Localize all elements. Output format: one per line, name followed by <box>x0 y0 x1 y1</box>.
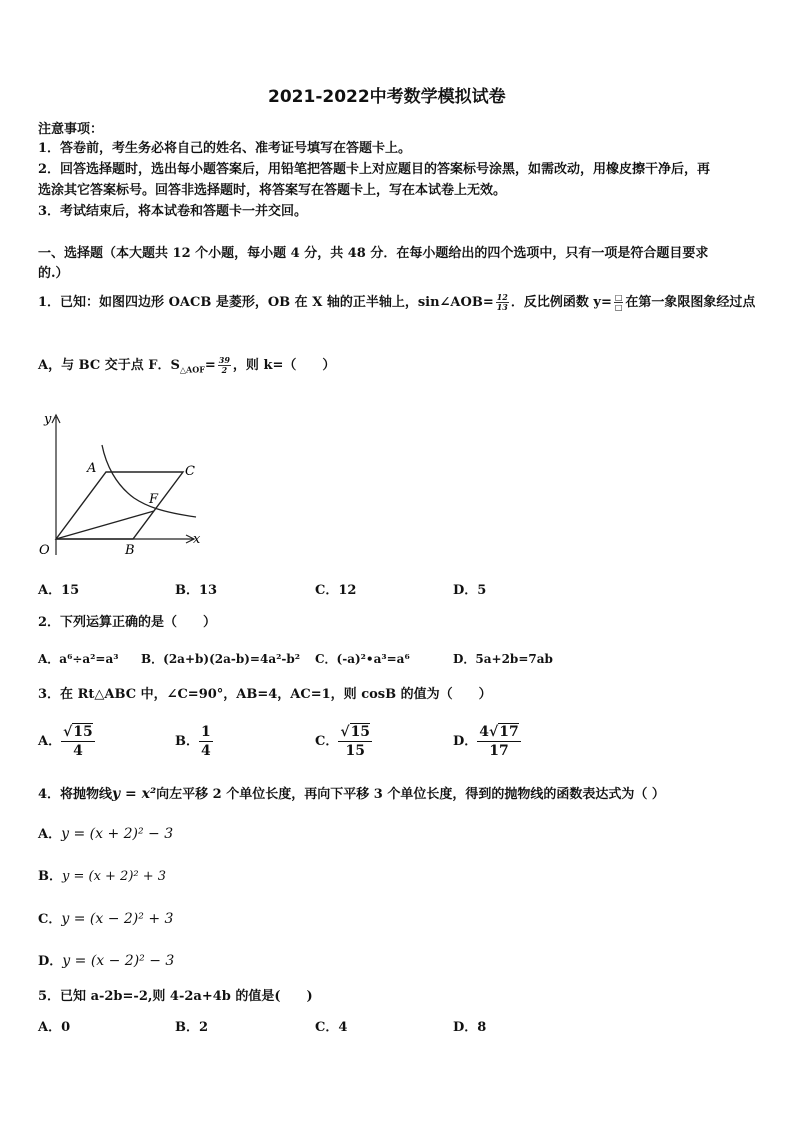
q1-text: A，与 BC 交于点 F．S <box>38 358 180 373</box>
frac-num: √15 <box>340 724 371 740</box>
option-expr: y = (x − 2)² − 3 <box>62 953 175 969</box>
q4-option-d[interactable] <box>38 953 174 970</box>
note-item: 2．回答选择题时，选出每小题答案后，用铅笔把答题卡上对应题目的答案标号涂黑，如需改动，用橡皮擦干净后，再 <box>38 162 711 177</box>
q1-text: ，则 k=（ ） <box>232 358 336 373</box>
frac-num: 12 <box>496 292 508 302</box>
notes-heading: 注意事项： <box>38 122 104 137</box>
option-label: D． <box>453 734 478 749</box>
option-expr: y = (x + 2)² + 3 <box>62 869 167 884</box>
q2-option-c[interactable]: C．(-a)²•a³=a⁶ <box>315 652 410 666</box>
option-label: B． <box>175 734 199 749</box>
label-x: x <box>193 532 201 547</box>
q4-text: 向左平移 2 个单位长度，再向下平移 3 个单位长度，得到的抛物线的函数表达式为（ ） <box>156 787 665 802</box>
q1-option-c[interactable]: C．12 <box>315 583 357 598</box>
q5-option-a[interactable]: A．0 <box>38 1020 71 1035</box>
q1-option-d[interactable]: D．5 <box>453 583 487 598</box>
label-f: F <box>149 492 159 507</box>
q5-option-d[interactable]: D．8 <box>453 1020 487 1035</box>
area-fraction <box>218 356 231 375</box>
radicand: 15 <box>350 724 371 740</box>
option-label: C． <box>38 912 62 927</box>
frac-den: 4 <box>73 743 83 759</box>
q1-text: 在第一象限图象经过点 <box>625 295 756 310</box>
q1-option-a[interactable]: A．15 <box>38 583 80 598</box>
radicand: 17 <box>499 724 519 740</box>
note-item: 1．答卷前，考生务必将自己的姓名、准考证号填写在答题卡上。 <box>38 141 412 156</box>
q1-text: ．反比例函数 y= <box>510 295 612 310</box>
coefficient: 4 <box>479 724 490 740</box>
q4-option-b[interactable] <box>38 869 166 885</box>
note-item: 3．考试结束后，将本试卷和答题卡一并交回。 <box>38 204 308 219</box>
fraction <box>199 723 213 760</box>
frac-den: 13 <box>496 302 508 312</box>
q3-option-a[interactable] <box>38 720 95 764</box>
rhombus-oacb <box>56 472 183 539</box>
question-3-stem: 3．在 Rt△ABC 中，∠C=90°，AB=4，AC=1，则 cosB 的值为（ ） <box>38 687 492 702</box>
page-title: 2021-2022中考数学模拟试卷 <box>268 87 506 107</box>
frac-den: 17 <box>489 743 509 759</box>
section-heading-cont: 的.） <box>38 266 69 281</box>
option-label: D． <box>38 954 63 969</box>
q2-option-d[interactable]: D．5a+2b=7ab <box>453 652 553 666</box>
q3-option-b[interactable] <box>175 720 213 764</box>
frac-num: √15 <box>63 724 93 740</box>
question-2-stem: 2．下列运算正确的是（ ） <box>38 615 217 630</box>
label-c: C <box>185 464 195 479</box>
frac-num-blank: □ <box>614 292 623 302</box>
segment-of <box>56 511 154 539</box>
q4-option-a[interactable] <box>38 826 173 843</box>
question-1-stem-cont <box>38 356 335 375</box>
label-o: O <box>39 543 50 558</box>
area-subscript: △AOF <box>179 364 205 375</box>
sqrt-fraction <box>477 723 520 760</box>
note-item: 选涂其它答案标号。回答非选择题时，将答案写在答题卡上，写在本试卷上无效。 <box>38 183 507 198</box>
q1-option-b[interactable]: B．13 <box>175 583 218 598</box>
q2-option-b[interactable]: B．(2a+b)(2a-b)=4a²-b² <box>141 652 300 666</box>
option-expr: y = (x + 2)² − 3 <box>61 826 174 842</box>
q4-text: 4．将抛物线 <box>38 787 113 802</box>
frac-den: 4 <box>201 743 211 759</box>
frac-num: 4√17 <box>479 724 519 740</box>
rhombus-figure <box>36 405 206 570</box>
frac-num: 39 <box>218 355 230 365</box>
frac-den-blank: □ <box>614 302 623 312</box>
radicand: 15 <box>73 724 93 740</box>
frac-num: 1 <box>201 724 211 740</box>
q5-option-b[interactable]: B．2 <box>175 1020 209 1035</box>
question-5-stem: 5．已知 a-2b=-2,则 4-2a+4b 的值是( ) <box>38 989 313 1004</box>
q3-option-d[interactable] <box>453 720 521 764</box>
equals: = <box>204 358 216 373</box>
k-fraction <box>614 293 624 312</box>
sqrt-fraction <box>338 723 372 760</box>
sqrt-fraction <box>61 723 95 760</box>
option-label: C． <box>315 734 339 749</box>
label-y: y <box>44 412 52 427</box>
q1-text: 1．已知：如图四边形 OACB 是菱形，OB 在 X 轴的正半轴上，sin∠AOB= <box>38 295 494 310</box>
option-label: A． <box>38 734 62 749</box>
frac-den: 2 <box>221 365 228 375</box>
option-label: A． <box>38 827 62 842</box>
q4-option-c[interactable] <box>38 911 173 928</box>
question-1-stem <box>38 293 755 312</box>
label-b: B <box>125 543 135 558</box>
q5-option-c[interactable]: C．4 <box>315 1020 348 1035</box>
parabola-expr: y = x² <box>112 786 157 802</box>
section-heading: 一、选择题（本大题共 12 个小题，每小题 4 分，共 48 分．在每小题给出的四个选项中，只有一项是符合题目要求 <box>38 246 709 261</box>
label-a: A <box>87 461 97 476</box>
question-4-stem <box>38 786 665 803</box>
q2-option-a[interactable]: A．a⁶÷a²=a³ <box>38 652 119 666</box>
option-expr: y = (x − 2)² + 3 <box>61 911 174 927</box>
frac-den: 15 <box>345 743 365 759</box>
option-label: B． <box>38 869 62 884</box>
sin-fraction <box>496 293 509 312</box>
q3-option-c[interactable] <box>315 720 372 764</box>
